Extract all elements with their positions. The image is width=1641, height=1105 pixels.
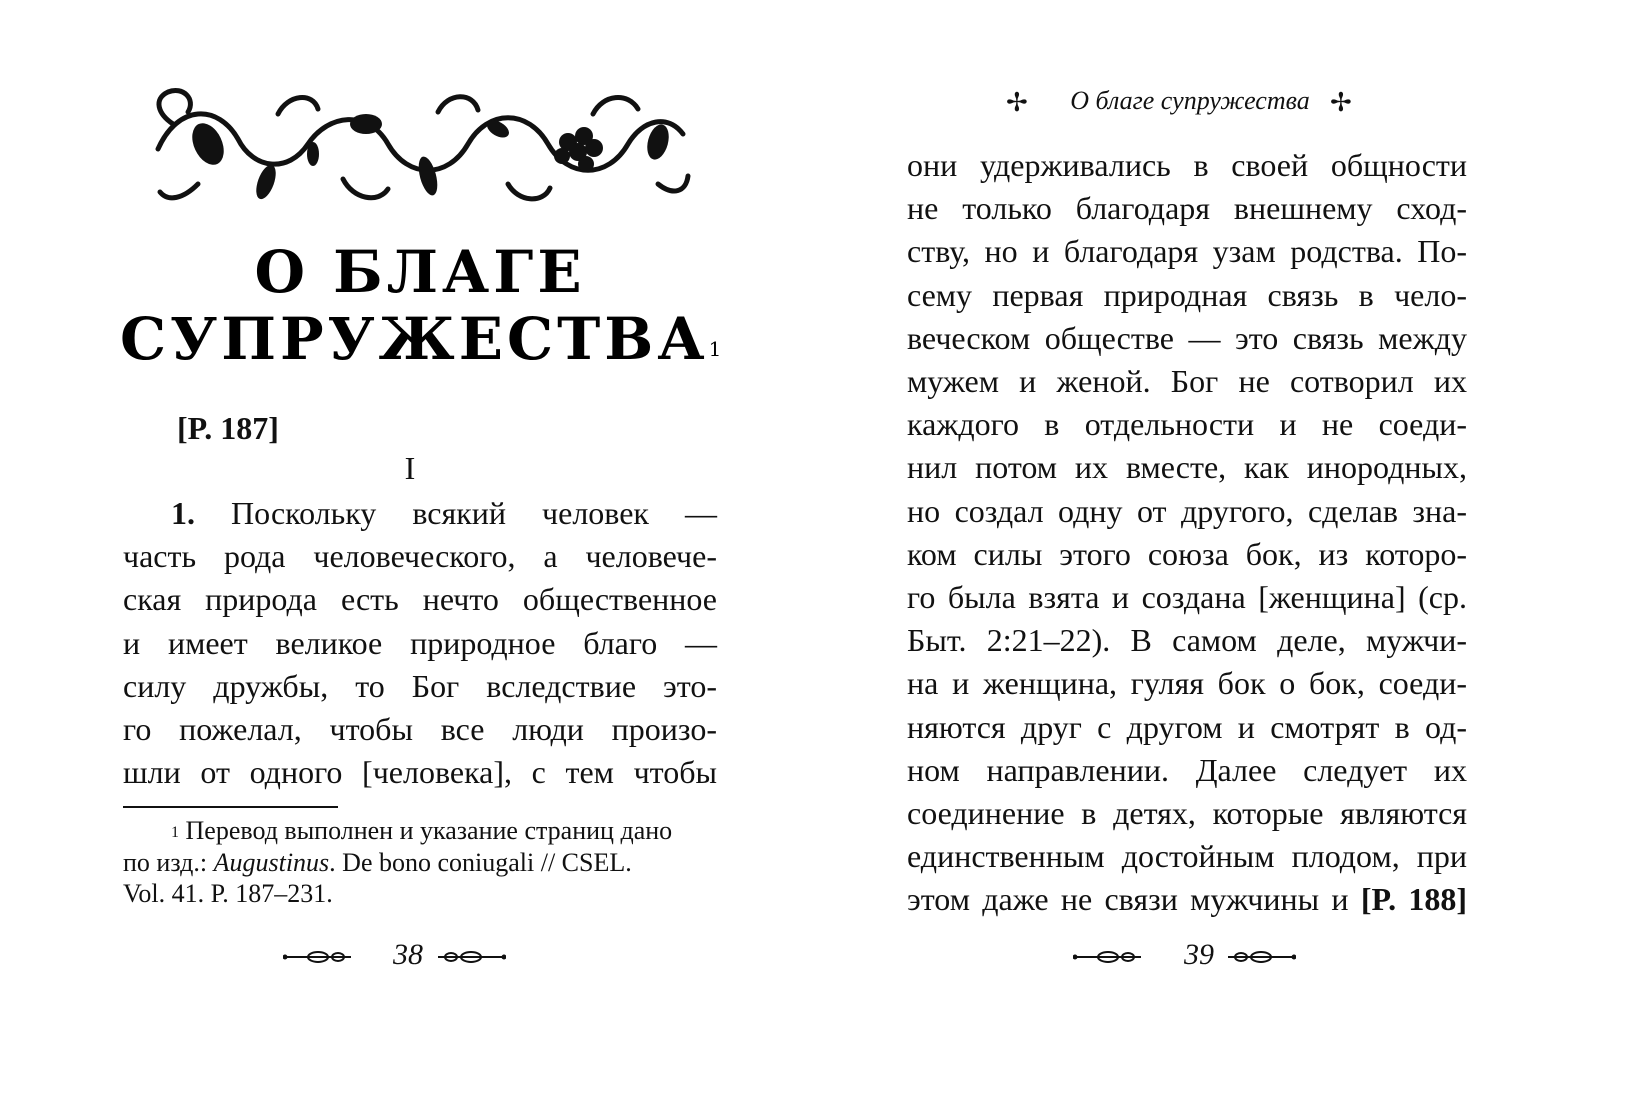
body-line: ком силы этого союза бок, из которо- [907,535,1467,572]
body-line: мужем и женой. Бог не сотворил их [907,363,1467,400]
folio-flourish-icon [1226,950,1296,964]
title-line-2 [120,303,720,375]
title-footnote-mark: 1 [708,337,722,361]
footnote-line [123,847,717,879]
chapter-number: I [404,450,416,486]
body-line: единственным достойным плодом, при [907,838,1467,875]
body-line: нил потом их вместе, как инородных, [907,449,1467,486]
folio-flourish-icon [436,950,506,964]
folio-flourish-icon [283,950,353,964]
body-line: ству, но и благодаря узам родства. По- [907,233,1467,270]
body-line: няются друг с другом и смотрят в од- [907,708,1467,745]
body-line: го была взята и создана [женщина] (ср. [907,579,1467,616]
body-line: шли от одного [человека], с тем чтобы [123,754,717,791]
page-number: 38 [393,938,423,971]
body-line: не только благодаря внешнему сход- [907,190,1467,227]
running-head: О благе супружества [1070,86,1310,115]
body-line: и имеет великое природное благо — [123,624,717,661]
body-text-left [123,492,717,794]
right-page [820,0,1641,1105]
body-line-text: этом даже не связи мужчины и [907,881,1361,918]
left-page [0,0,820,1105]
footnote-author: Augustinus [213,847,330,877]
body-line: они удерживались в своей общности [907,147,1467,183]
page-reference: [P. 188] [1360,881,1468,918]
cross-ornament-icon: ✢ [1330,88,1352,117]
title-line-1: О БЛАГЕ [254,238,586,306]
footnote-line [123,815,717,847]
page-number: 39 [1184,938,1214,971]
body-line: сему первая природная связь в чело- [907,276,1467,313]
body-line [907,878,1467,921]
cross-ornament-icon: ✢ [1006,88,1028,117]
footnote [123,815,717,910]
footnote-rule [123,806,338,808]
body-line: веческом обществе — это связь между [907,319,1467,356]
footnote-text: . De bono coniugali // CSEL. [329,847,632,877]
paragraph-number: 1. [171,495,195,531]
body-line: ном направлении. Далее следует их [907,751,1467,788]
body-line: го пожелал, чтобы все люди произо- [123,711,717,748]
body-line: ская природа есть нечто общественное [123,581,717,618]
body-line-text: Поскольку всякий человек — [195,495,717,531]
body-line: часть рода человеческого, а человече- [123,538,717,575]
page-reference: [P. 187] [177,410,279,446]
body-text-right [907,144,1467,922]
footnote-text: Перевод выполнен и указание страниц дано [179,816,673,845]
footnote-line: Vol. 41. P. 187–231. [123,879,333,908]
footnote-text: по изд.: [123,847,214,877]
footnote-mark: 1 [171,824,179,841]
body-line: соединение в детях, которые являются [907,795,1467,832]
body-line: силу дружбы, то Бог вследствие это- [123,667,717,704]
body-line: Быт. 2:21–22). В самом деле, мужчи- [907,622,1467,659]
body-line [123,492,717,535]
body-line: каждого в отдельности и не соеди- [907,406,1467,443]
folio-flourish-icon [1073,950,1143,964]
floral-ornament-headpiece [138,84,698,214]
title-line-2-text: СУПРУЖЕСТВА [120,305,709,373]
body-line: на и женщина, гуляя бок о бок, соеди- [907,665,1467,702]
body-line: но создал одну от другого, сделав зна- [907,492,1467,529]
